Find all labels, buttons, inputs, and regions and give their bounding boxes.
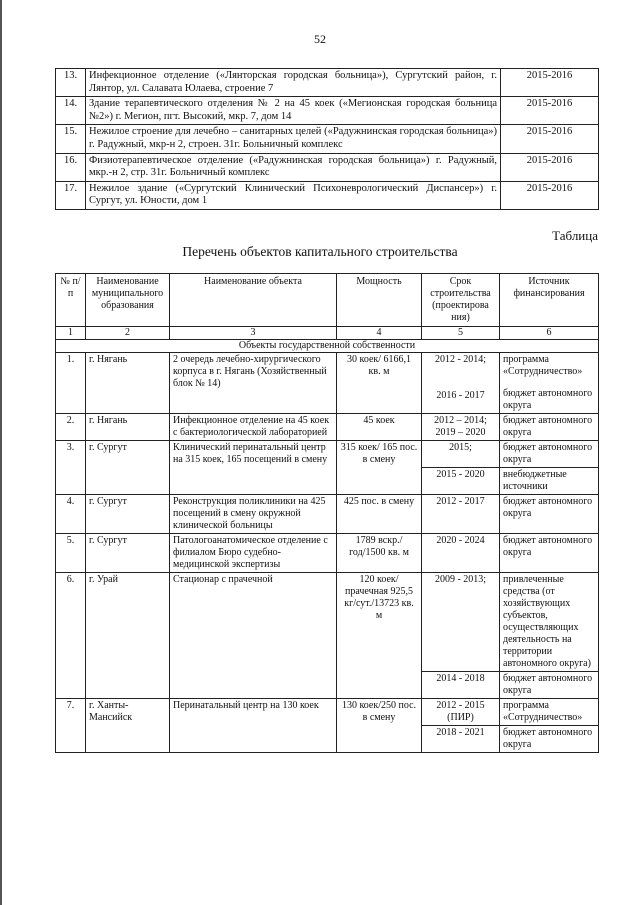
source-cell xyxy=(500,353,599,414)
source-cell: бюджет автономного округа xyxy=(500,726,599,753)
source-cell: бюджет автономного округа xyxy=(500,414,599,441)
row-number: 2. xyxy=(56,414,86,441)
term-period: 2012 – 2014; xyxy=(434,415,487,426)
object-cell: Реконструкция поликлиники на 425 посещений в смену окружной клинической больницы xyxy=(170,495,337,534)
table-row xyxy=(56,699,599,726)
table-row xyxy=(56,353,599,414)
term-period: 2016 - 2017 xyxy=(436,390,485,401)
term-period: 2012 - 2014; xyxy=(434,354,487,365)
table-row xyxy=(56,573,599,672)
object-cell: Перинатальный центр на 130 коек xyxy=(170,699,337,753)
term-period: 2019 – 2020 xyxy=(435,427,486,438)
section-row xyxy=(56,340,599,353)
capacity-cell: 315 коек/ 165 пос. в смену xyxy=(337,441,422,495)
section-title: Объекты государственной собственности xyxy=(56,340,599,353)
municipality-cell: г. Нягань xyxy=(86,414,170,441)
row-number: 14. xyxy=(56,97,86,125)
term-cell xyxy=(422,353,500,414)
object-cell: Клинический перинатальный центр на 315 коек, 165 посещений в смену xyxy=(170,441,337,495)
object-description: Нежилое строение для лечебно – санитарных целей («Радужнинская городская больница») г. Радужный, мкр-н 2, строен. 31г. Больничный комплекс xyxy=(86,125,501,153)
table-row xyxy=(56,534,599,573)
object-description: Здание терапевтического отделения № 2 на 45 коек («Мегионская городская больница №2») г. Мегион, пгт. Высокий, мкр. 7, дом 14 xyxy=(86,97,501,125)
column-index: 6 xyxy=(500,327,599,340)
spacer xyxy=(503,378,595,388)
row-number: 7. xyxy=(56,699,86,753)
table-row xyxy=(56,153,599,181)
object-cell: Инфекционное отделение на 45 коек с бактериологической лабораторией xyxy=(170,414,337,441)
capacity-cell: 30 коек/ 6166,1 кв. м xyxy=(337,353,422,414)
term-cell: 2015 - 2020 xyxy=(422,468,500,495)
row-number: 5. xyxy=(56,534,86,573)
term-cell xyxy=(422,414,500,441)
table-row xyxy=(56,125,599,153)
construction-years: 2015-2016 xyxy=(501,125,599,153)
row-number: 13. xyxy=(56,69,86,97)
source-cell: бюджет автономного округа xyxy=(500,534,599,573)
term-cell: 2020 - 2024 xyxy=(422,534,500,573)
table-row xyxy=(56,97,599,125)
table-row xyxy=(56,414,599,441)
header-row xyxy=(56,274,599,327)
source-cell: программа «Сотрудничество» xyxy=(500,699,599,726)
table-title: Перечень объектов капитального строительства xyxy=(182,244,458,259)
municipality-cell: г. Ханты-Мансийск xyxy=(86,699,170,753)
term-cell: 2009 - 2013; xyxy=(422,573,500,672)
header-term: Срок строительства (проектирова ния) xyxy=(422,274,500,327)
capacity-cell: 130 коек/250 пос. в смену xyxy=(337,699,422,753)
municipality-cell: г. Сургут xyxy=(86,495,170,534)
row-number: 16. xyxy=(56,153,86,181)
column-index: 4 xyxy=(337,327,422,340)
column-index-row xyxy=(56,327,599,340)
object-cell: Стационар с прачечной xyxy=(170,573,337,699)
capacity-cell: 1789 вскр./год/1500 кв. м xyxy=(337,534,422,573)
construction-years: 2015-2016 xyxy=(501,153,599,181)
header-source: Источник финансирования xyxy=(500,274,599,327)
spacer xyxy=(425,366,496,390)
row-number: 1. xyxy=(56,353,86,414)
object-description: Физиотерапевтическое отделение («Радужнинская городская больница») г. Радужный, мкр.-н 2, стр. 31г. Больничный комплекс xyxy=(86,153,501,181)
construction-years: 2015-2016 xyxy=(501,97,599,125)
row-number: 15. xyxy=(56,125,86,153)
source-cell: бюджет автономного округа xyxy=(500,441,599,468)
column-index: 3 xyxy=(170,327,337,340)
table-row xyxy=(56,441,599,468)
row-number: 6. xyxy=(56,573,86,699)
row-number: 3. xyxy=(56,441,86,495)
municipality-cell: г. Нягань xyxy=(86,353,170,414)
column-index: 1 xyxy=(56,327,86,340)
term-cell: 2012 - 2015 (ПИР) xyxy=(422,699,500,726)
object-description: Инфекционное отделение («Лянторская городская больница»), Сургутский район, г. Лянтор, ул. Салавата Юлаева, строение 7 xyxy=(86,69,501,97)
source-cell: привлеченные средства (от хозяйствующих субъектов, осуществляющих деятельность на территории автономного округа) xyxy=(500,573,599,672)
page-number: 52 xyxy=(314,32,326,46)
municipality-cell: г. Сургут xyxy=(86,534,170,573)
construction-years: 2015-2016 xyxy=(501,181,599,209)
capacity-cell: 45 коек xyxy=(337,414,422,441)
continued-objects-table xyxy=(55,68,599,210)
column-index: 2 xyxy=(86,327,170,340)
term-cell: 2018 - 2021 xyxy=(422,726,500,753)
capacity-cell: 425 пос. в смену xyxy=(337,495,422,534)
municipality-cell: г. Урай xyxy=(86,573,170,699)
row-number: 17. xyxy=(56,181,86,209)
object-cell: 2 очередь лечебно-хирургического корпуса в г. Нягань (Хозяйственный блок № 14) xyxy=(170,353,337,414)
column-index: 5 xyxy=(422,327,500,340)
object-description: Нежилое здание («Сургутский Клинический Психоневрологический Диспансер») г. Сургут, ул. Юности, дом 1 xyxy=(86,181,501,209)
capital-construction-table xyxy=(55,273,599,753)
construction-years: 2015-2016 xyxy=(501,69,599,97)
row-number: 4. xyxy=(56,495,86,534)
table-label: Таблица xyxy=(552,228,598,243)
term-cell: 2012 - 2017 xyxy=(422,495,500,534)
source-cell: бюджет автономного округа xyxy=(500,672,599,699)
object-cell: Патологоанатомическое отделение с филиалом Бюро судебно-медицинской экспертизы xyxy=(170,534,337,573)
header-object: Наименование объекта xyxy=(170,274,337,327)
header-number: № п/п xyxy=(56,274,86,327)
table-row xyxy=(56,495,599,534)
table-row xyxy=(56,181,599,209)
header-municipality: Наименование муниципального образования xyxy=(86,274,170,327)
term-cell: 2014 - 2018 xyxy=(422,672,500,699)
municipality-cell: г. Сургут xyxy=(86,441,170,495)
page-left-edge xyxy=(0,0,2,905)
table-row xyxy=(56,69,599,97)
header-capacity: Мощность xyxy=(337,274,422,327)
source-cell: бюджет автономного округа xyxy=(500,495,599,534)
funding-source: бюджет автономного округа xyxy=(503,388,593,411)
term-cell: 2015; xyxy=(422,441,500,468)
funding-source: программа «Сотрудничество» xyxy=(503,354,583,377)
source-cell: внебюджетные источники xyxy=(500,468,599,495)
capacity-cell: 120 коек/прачечная 925,5 кг/сут./13723 кв. м xyxy=(337,573,422,699)
